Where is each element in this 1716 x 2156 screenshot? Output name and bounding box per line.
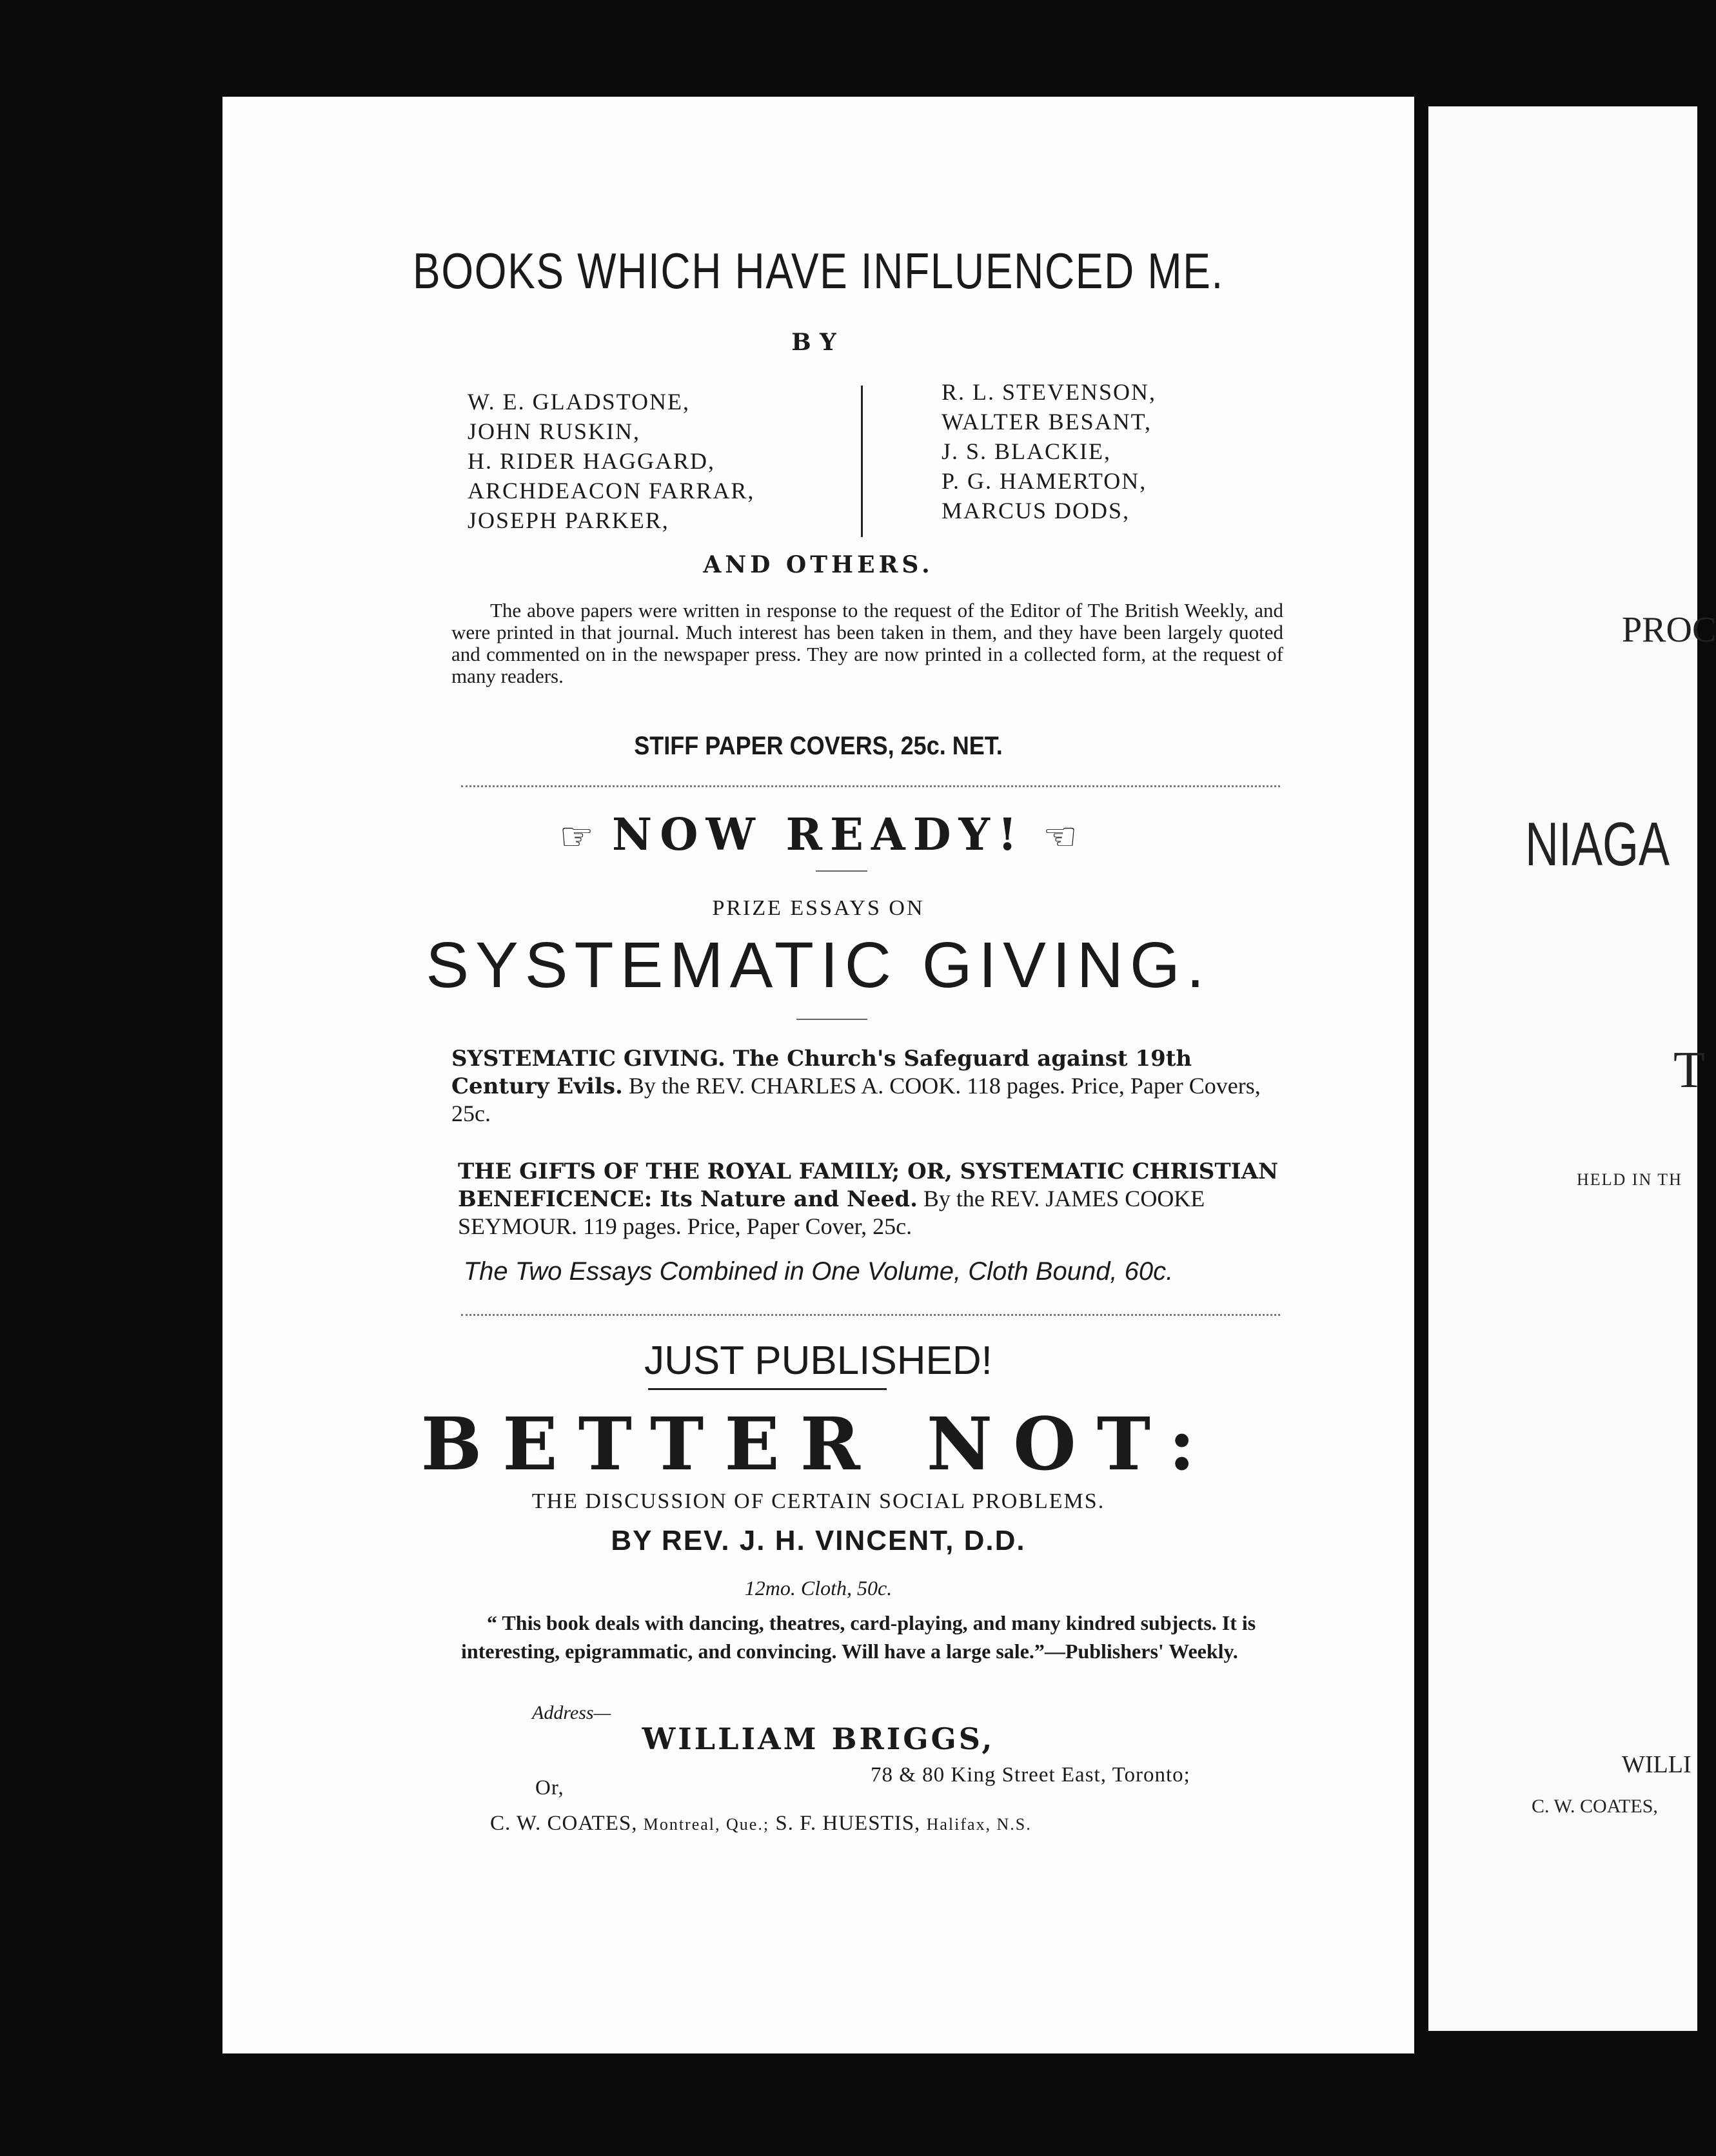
entry-details: By the REV. JAMES COOKE SEYMOUR. 119 pages. Price, Paper Cover, 25c. bbox=[458, 1186, 1205, 1239]
or-label: Or, bbox=[535, 1776, 564, 1799]
author-name: WALTER BESANT, bbox=[942, 409, 1152, 435]
and-others: AND OTHERS. bbox=[703, 551, 934, 578]
right-page-text: C. W. COATES, bbox=[1532, 1796, 1658, 1817]
right-page-text: PROC bbox=[1622, 610, 1716, 650]
pointing-hand-right-icon: ☞ bbox=[559, 816, 595, 858]
column-divider bbox=[861, 386, 863, 537]
book-title: BOOKS WHICH HAVE INFLUENCED ME. bbox=[413, 242, 1224, 299]
author-name: H. RIDER HAGGARD, bbox=[468, 448, 715, 474]
address-label: Address— bbox=[532, 1702, 611, 1723]
section-divider bbox=[461, 1314, 1280, 1316]
description-paragraph: The above papers were written in response to the request of the Editor of The British Weekly, and were printed in that journal. Much interest has been taken in them, and they have been largely quoted and commented on in the newspaper press. They are now printed in a collected form, at the request of many readers. bbox=[451, 599, 1283, 687]
right-page bbox=[1428, 106, 1716, 2031]
author-line: BY REV. J. H. VINCENT, D.D. bbox=[611, 1525, 1026, 1556]
right-page-text: WILLI bbox=[1622, 1751, 1691, 1778]
systematic-giving-heading: SYSTEMATIC GIVING. bbox=[426, 929, 1211, 1001]
author-name: R. L. STEVENSON, bbox=[942, 379, 1157, 405]
just-published-label: JUST PUBLISHED! bbox=[644, 1338, 992, 1383]
underline bbox=[648, 1388, 887, 1390]
author-name: JOHN RUSKIN, bbox=[468, 418, 641, 444]
review-quote: “ This book deals with dancing, theatres, card-playing, and many kindred subjects. It is interesting, epigrammatic, and convincing. Will have a large sale.”—Publishers' Weekly. bbox=[461, 1611, 1256, 1663]
by-label: BY bbox=[791, 329, 845, 356]
street-address: 78 & 80 King Street East, Toronto; bbox=[871, 1763, 1190, 1787]
format-price: 12mo. Cloth, 50c. bbox=[744, 1576, 893, 1600]
left-page bbox=[222, 97, 1414, 2053]
combined-volume-line: The Two Essays Combined in One Volume, Cloth Bound, 60c. bbox=[463, 1257, 1174, 1286]
entry-title: SYSTEMATIC GIVING. The Church's Safeguard against 19th Century Evils. bbox=[451, 1046, 1192, 1099]
right-page-text: HELD IN TH bbox=[1577, 1170, 1682, 1189]
now-ready-text: NOW READY! bbox=[612, 809, 1025, 861]
agent-name: S. F. HUESTIS, bbox=[775, 1812, 921, 1835]
subtitle: THE DISCUSSION OF CERTAIN SOCIAL PROBLEMS. bbox=[531, 1489, 1105, 1513]
author-name: MARCUS DODS, bbox=[942, 498, 1130, 524]
authors-left-column bbox=[468, 387, 829, 535]
now-ready-banner bbox=[222, 809, 1414, 861]
author-name: P. G. HAMERTON, bbox=[942, 468, 1147, 494]
better-not-heading: BETTER NOT: bbox=[420, 1402, 1216, 1487]
author-name: W. E. GLADSTONE, bbox=[468, 389, 690, 415]
short-rule bbox=[816, 870, 867, 872]
pointing-hand-left-icon: ☜ bbox=[1042, 816, 1078, 858]
book-entry-1 bbox=[451, 1044, 1280, 1127]
author-name: J. S. BLACKIE, bbox=[942, 438, 1112, 464]
prize-essays-label: PRIZE ESSAYS ON bbox=[712, 896, 925, 920]
entry-details: By the REV. CHARLES A. COOK. 118 pages. Price, Paper Covers, 25c. bbox=[451, 1073, 1261, 1126]
right-page-heading: NIAGA bbox=[1525, 810, 1670, 879]
agent-city: Halifax, N.S. bbox=[926, 1815, 1032, 1834]
publisher-name: WILLIAM BRIGGS, bbox=[642, 1721, 995, 1756]
short-rule bbox=[796, 1019, 867, 1020]
agent-name: C. W. COATES, bbox=[490, 1812, 638, 1835]
author-name: JOSEPH PARKER, bbox=[468, 507, 669, 533]
author-name: ARCHDEACON FARRAR, bbox=[468, 478, 755, 504]
entry-title: THE GIFTS OF THE ROYAL FAMILY; OR, SYSTEMATIC CHRISTIAN BENEFICENCE: Its Nature and Need. bbox=[458, 1159, 1279, 1212]
price-line: STIFF PAPER COVERS, 25c. NET. bbox=[634, 732, 1003, 760]
agent-city: Montreal, Que.; bbox=[643, 1815, 770, 1834]
agents-line bbox=[490, 1812, 1032, 1836]
section-divider bbox=[461, 785, 1280, 787]
authors-right-column bbox=[942, 377, 1303, 525]
right-page-text: T bbox=[1673, 1042, 1705, 1099]
book-entry-2 bbox=[458, 1157, 1283, 1240]
